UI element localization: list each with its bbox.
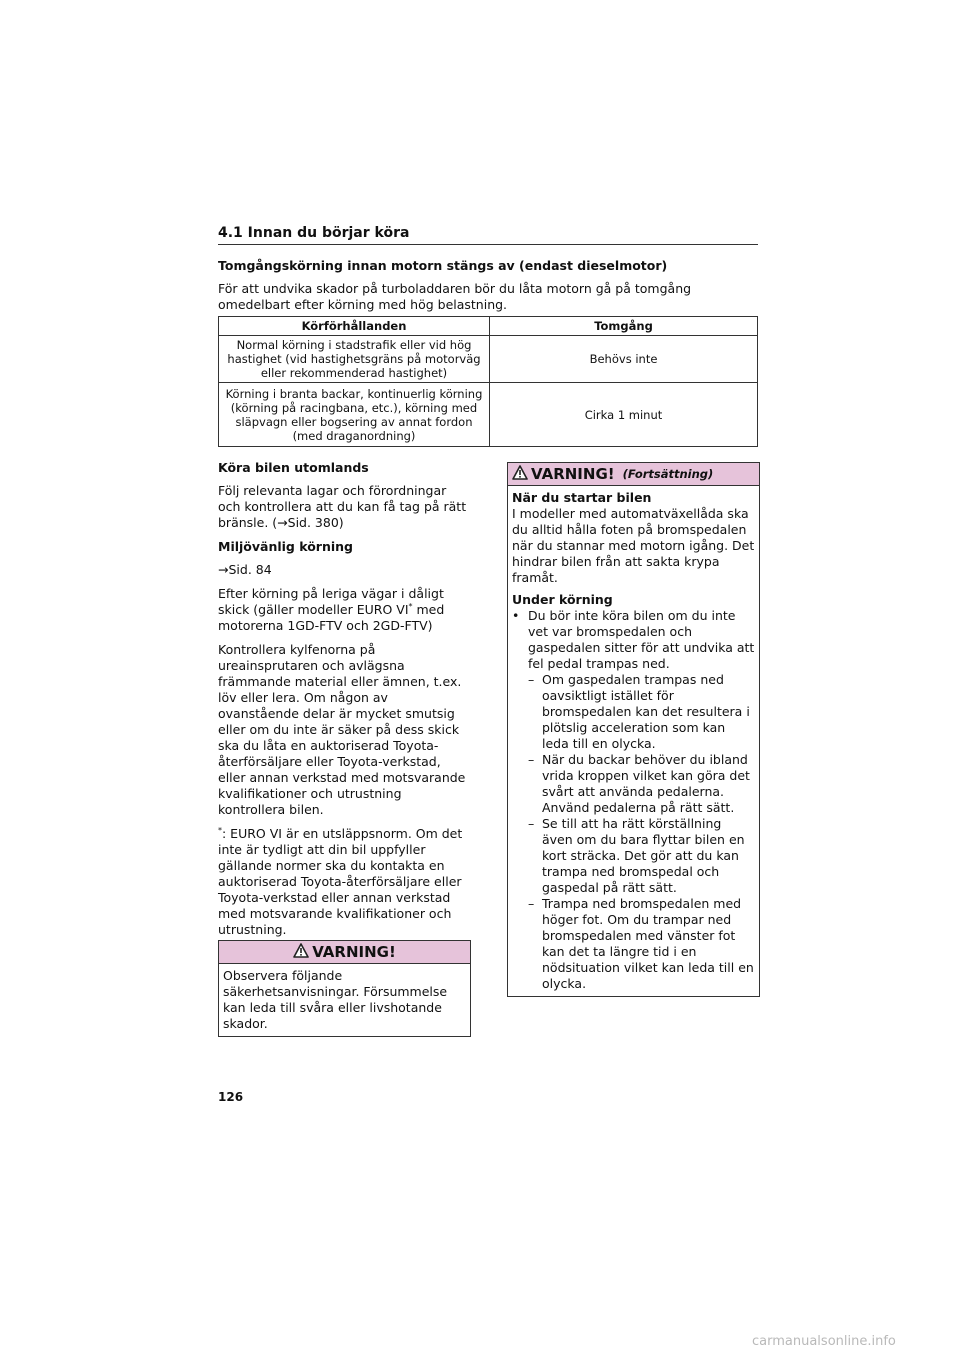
warning-title: VARNING!	[312, 943, 396, 961]
table-header-idling: Tomgång	[490, 317, 758, 336]
list-item	[512, 752, 755, 816]
muddy-roads-text	[218, 586, 470, 634]
dash-text: Om gaspedalen trampas ned oavsiktligt istället för bromspedalen kan det resultera i plötslig acceleration som kan leda till en olycka.	[542, 672, 750, 751]
start-text: I modeller med automatväxellåda ska du alltid hålla foten på bromspedalen när du stannar med motorn igång. Det hindrar bilen från att sakta krypa framåt.	[512, 506, 755, 585]
dash-text: När du backar behöver du ibland vrida kroppen vilket kan göra det svårt att använda pedalerna. Använd pedalerna på rätt sätt.	[542, 752, 750, 815]
dash-marker: –	[528, 672, 535, 687]
dash-text: Trampa ned bromspedalen med höger fot. Om du trampar ned bromspedalen med vänster fot kan det ta längre tid i en nödsituation vilket kan leda till en olycka.	[542, 896, 754, 991]
bullet-marker: •	[512, 608, 520, 623]
table-cell: Cirka 1 minut	[490, 383, 758, 447]
warning-header	[219, 941, 470, 964]
warning-continued-label: (Fortsättning)	[622, 467, 714, 481]
table-row	[219, 383, 758, 447]
section-title: 4.1 Innan du börjar köra	[218, 225, 758, 245]
warning-title: VARNING!	[531, 465, 615, 483]
list-item	[512, 816, 755, 896]
warning-box-continued	[507, 462, 760, 997]
start-heading: När du startar bilen	[512, 490, 652, 505]
footnote-text: : EURO VI är en utsläppsnorm. Om det inte är tydligt att din bil uppfyller gällande normer ska du kontakta en auktoriserad Toyota-återförsäljare eller Toyota-verkstad eller annan verkstad med motsvarande kvalifikationer och utrustning.	[218, 826, 463, 937]
warning-header	[508, 463, 759, 486]
radiator-text: Kontrollera kylfenorna på ureainsprutaren och avlägsna främmande material eller ämnen, t.ex. löv eller lera. Om någon av ovanstående delar är mycket smutsig eller om du inte är säker på dess skick ska du låta en auktoriserad Toyota-återförsäljare eller Toyota-verkstad, eller annan verkstad med motsvarande kvalifikationer och utrustning kontrollera bilen.	[218, 642, 466, 817]
watermark: carmanualsonline.info	[752, 1334, 896, 1349]
dash-marker: –	[528, 816, 535, 831]
warning-triangle-icon	[512, 465, 528, 484]
intro-heading: Tomgångskörning innan motorn stängs av (endast dieselmotor)	[218, 258, 668, 273]
bullet-text: Du bör inte köra bilen om du inte vet var bromspedalen och gaspedalen sitter för att undvika att fel pedal trampas ned.	[528, 608, 755, 671]
abroad-text: Följ relevanta lagar och förordningar och kontrollera att du kan få tag på rätt bränsle. (→Sid. 380)	[218, 483, 467, 530]
muddy-text-end: med motorerna 1GD-FTV och 2GD-FTV)	[218, 602, 445, 633]
dash-marker: –	[528, 752, 535, 767]
list-item	[512, 608, 755, 672]
table-cell: Behövs inte	[490, 336, 758, 383]
footnote-marker: *	[218, 825, 222, 835]
table-cell: Normal körning i stadstrafik eller vid hög hastighet (vid hastighetsgräns på motorväg eller rekommenderad hastighet)	[219, 336, 490, 383]
left-column	[218, 460, 470, 946]
muddy-text-start: Efter körning på leriga vägar i dåligt skick (gäller modeller EURO VI	[218, 586, 444, 617]
table-cell: Körning i branta backar, kontinuerlig körning (körning på racingbana, etc.), körning med släpvagn eller bogsering av annat fordon (med draganordning)	[219, 383, 490, 447]
eco-reference: →Sid. 84	[218, 562, 272, 577]
list-item	[512, 672, 755, 752]
footnote	[218, 826, 470, 938]
driving-heading: Under körning	[512, 592, 613, 607]
table-header-conditions: Körförhållanden	[219, 317, 490, 336]
eco-heading: Miljövänlig körning	[218, 539, 353, 554]
dash-marker: –	[528, 896, 535, 911]
footnote-marker: *	[408, 601, 413, 611]
idling-table	[218, 316, 758, 447]
table-row	[219, 336, 758, 383]
warning-text: Observera följande säkerhetsanvisningar. Försummelse kan leda till svåra eller livshotande skador.	[223, 968, 448, 1031]
intro-text: För att undvika skador på turboladdaren bör du låta motorn gå på tomgång omedelbart efter körning med hög belastning.	[218, 281, 692, 312]
dash-text: Se till att ha rätt körställning även om du bara flyttar bilen en kort sträcka. Det gör att du kan trampa ned bromspedal och gaspedal på rätt sätt.	[542, 816, 745, 895]
abroad-heading: Köra bilen utomlands	[218, 460, 369, 475]
warning-triangle-icon	[293, 943, 309, 962]
list-item	[512, 896, 755, 992]
warning-box	[218, 940, 471, 1037]
page-number: 126	[218, 1090, 244, 1104]
warning-body	[508, 486, 759, 996]
